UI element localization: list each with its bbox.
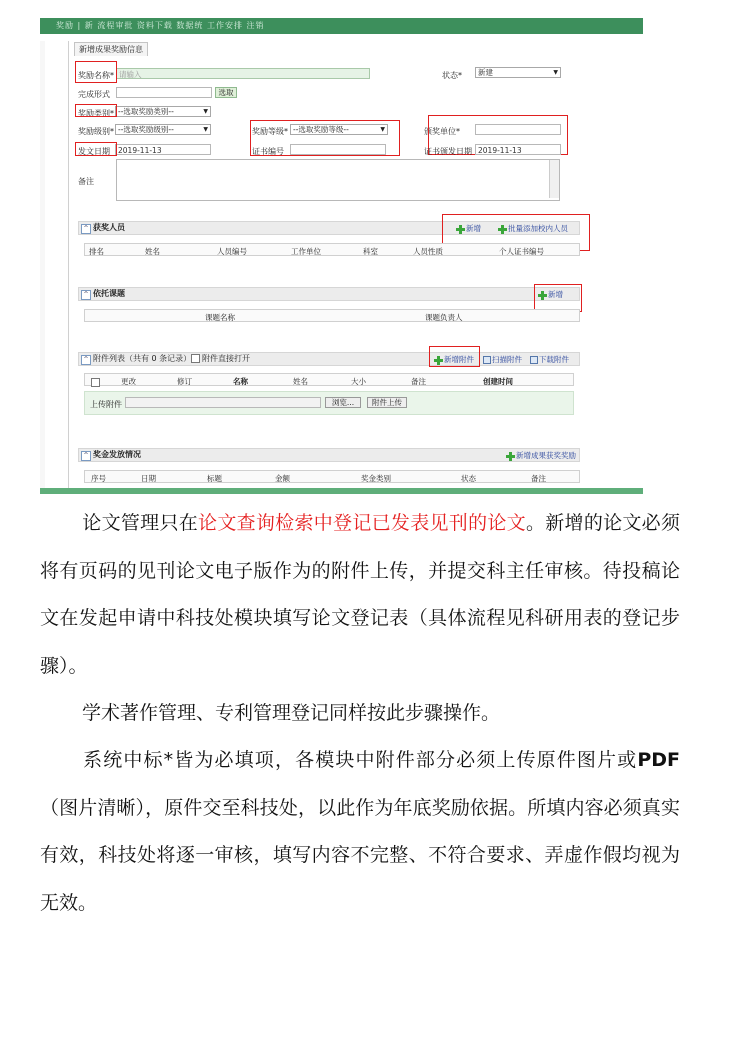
checkbox-icon[interactable]	[91, 378, 100, 387]
award-level-label: 奖励级别*	[78, 127, 114, 136]
add-fund-button[interactable]: 新增成果获奖奖励	[506, 450, 576, 461]
projects-title: 依托课题	[93, 289, 125, 298]
embedded-screenshot	[40, 18, 643, 494]
award-name-label: 奖励名称*	[78, 71, 114, 80]
chevron-down-icon: ▼	[203, 108, 208, 115]
cert-date-input[interactable]: 2019-11-13	[475, 144, 561, 155]
annotation-box	[429, 346, 480, 367]
winners-table-header: 排名 姓名 人员编号 工作单位 科室 人员性质 个人证书编号	[84, 243, 580, 256]
winners-add-button[interactable]: 新增	[456, 223, 481, 234]
attachments-title: 附件列表（共有 0 条记录）	[93, 354, 192, 363]
issue-date-label: 发文日期	[78, 147, 110, 156]
upload-button[interactable]: 附件上传	[367, 397, 407, 408]
status-label: 状态*	[442, 71, 462, 80]
select-button[interactable]: 选取	[215, 87, 237, 98]
annotation-box	[75, 61, 117, 83]
plus-icon	[506, 452, 515, 461]
status-select[interactable]: 新建 ▼	[475, 67, 561, 78]
projects-section-header	[78, 287, 580, 301]
projects-add-button[interactable]: 新增	[538, 289, 563, 300]
upload-label: 上传附件	[90, 400, 122, 409]
cert-no-label: 证书编号	[252, 147, 284, 156]
chevron-down-icon: ▼	[203, 126, 208, 133]
annotation-box	[534, 284, 582, 312]
projects-table-header: 课题名称 课题负责人	[84, 309, 580, 322]
paragraph-requirements: 系统中标*皆为必填项，各模块中附件部分必须上传原件图片或PDF（图片清晰），原件交至科技处，以此作为年底奖励依据。所填内容必须真实有效，科技处将逐一审核，填写内容不完整、不符合要求、弄虚作假均视为无效。	[40, 749, 680, 914]
award-grade-select[interactable]: --选取奖励等级-- ▼	[290, 124, 388, 135]
attachments-table-header: 更改 修订 名称 姓名 大小 备注 创建时间	[84, 373, 574, 386]
funds-title: 奖金发放情况	[93, 450, 141, 459]
paragraph-papers: 论文管理只在论文查询检索中登记已发表见刊的论文。新增的论文必须将有页码的见刊论文电子版作为的附件上传，并提交科主任审核。待投稿论文在发起申请中科技处模块填写论文登记表（具体流程见科研用表的登记步骤）。	[40, 512, 680, 677]
collapse-icon[interactable]: ^	[81, 290, 91, 300]
collapse-icon[interactable]: ^	[81, 451, 91, 461]
download-icon	[530, 356, 538, 364]
remarks-label: 备注	[78, 177, 94, 186]
award-level-select[interactable]: --选取奖励级别-- ▼	[115, 124, 211, 135]
download-attachment-button[interactable]: 下载附件	[530, 354, 569, 365]
annotation-box	[75, 142, 117, 156]
award-type-label: 奖励类别*	[78, 109, 114, 118]
open-directly-toggle[interactable]: 附件直接打开	[191, 353, 250, 365]
add-attachment-button[interactable]: 新增附件	[434, 354, 474, 365]
batch-add-button[interactable]: 批量添加校内人员	[498, 223, 568, 234]
issuer-label: 颁奖单位*	[424, 127, 460, 136]
award-grade-label: 奖励等级*	[252, 127, 288, 136]
winners-title: 获奖人员	[93, 223, 125, 232]
footer-bar	[40, 488, 643, 494]
cert-no-input[interactable]	[290, 144, 386, 155]
issue-date-input[interactable]: 2019-11-13	[115, 144, 211, 155]
chevron-down-icon: ▼	[553, 69, 558, 76]
scrollbar[interactable]	[549, 160, 559, 198]
funds-section-header	[78, 448, 580, 462]
top-nav-bar	[40, 18, 643, 34]
scan-attachment-button[interactable]: 扫描附件	[483, 354, 522, 365]
cert-date-label: 证书颁发日期	[424, 147, 472, 156]
remarks-textarea[interactable]	[116, 159, 560, 201]
collapse-icon[interactable]: ^	[81, 355, 91, 365]
top-nav-text: 奖励 | 新 流程审批 资料下载 数据统 工作安排 注销	[56, 21, 265, 30]
panel-tab[interactable]: 新增成果奖励信息	[74, 42, 148, 56]
upload-path-input[interactable]	[125, 397, 321, 408]
browse-button[interactable]: 浏览...	[325, 397, 361, 408]
highlighted-text: 论文查询检索中登记已发表见刊的论文	[198, 512, 526, 534]
checkbox-icon	[191, 354, 200, 363]
funds-table-header: 序号 日期 标题 金额 奖金类别 状态 备注	[84, 470, 580, 483]
award-type-select[interactable]: --选取奖励类别-- ▼	[115, 106, 211, 117]
upload-row	[84, 391, 574, 415]
paragraph-books-patents: 学术著作管理、专利管理登记同样按此步骤操作。	[82, 702, 501, 724]
collapse-icon[interactable]: ^	[81, 224, 91, 234]
scan-icon	[483, 356, 491, 364]
award-name-input[interactable]: 请输入	[116, 68, 370, 79]
completion-form-label: 完成形式	[78, 90, 110, 99]
chevron-down-icon: ▼	[380, 126, 385, 133]
completion-form-input[interactable]	[116, 87, 212, 98]
annotation-box	[75, 104, 117, 117]
left-strip	[40, 41, 45, 494]
